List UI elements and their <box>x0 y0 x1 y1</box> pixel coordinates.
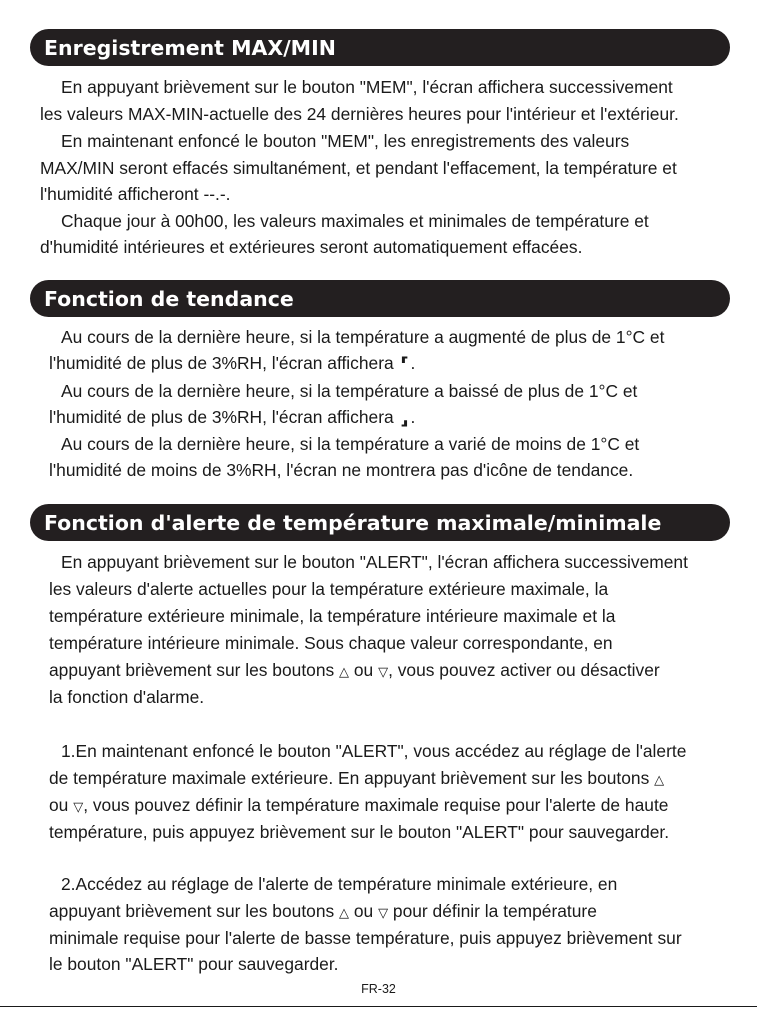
text-line: les valeurs d'alerte actuelles pour la température extérieure maximale, la <box>49 579 609 599</box>
falling-trend-icon: ⸥ <box>400 408 409 429</box>
section-title: Enregistrement MAX/MIN <box>44 35 336 60</box>
text-line: l'humidité de moins de 3%RH, l'écran ne montrera pas d'icône de tendance. <box>49 460 634 480</box>
text-line <box>49 765 664 791</box>
section-title: Fonction d'alerte de température maximale/minimale <box>44 510 662 535</box>
text-line <box>49 898 597 924</box>
text-line <box>49 404 415 430</box>
text-segment: l'humidité de plus de 3%RH, l'écran affichera <box>49 407 394 427</box>
text-line: minimale requise pour l'alerte de basse température, puis appuyez brièvement sur <box>49 928 682 948</box>
text-segment: , vous pouvez définir la température maximale requise pour l'alerte de haute <box>83 795 669 815</box>
text-line: la fonction d'alarme. <box>49 687 205 707</box>
text-segment: , vous pouvez activer ou désactiver <box>388 660 660 680</box>
text-line: MAX/MIN seront effacés simultanément, et pendant l'effacement, la température et <box>40 158 677 178</box>
up-triangle-icon: △ <box>339 906 350 921</box>
text-segment: de température maximale extérieure. En appuyant brièvement sur les boutons <box>49 768 650 788</box>
text-line: température extérieure minimale, la température intérieure maximale et la <box>49 606 616 626</box>
text-line: les valeurs MAX-MIN-actuelle des 24 dernières heures pour l'intérieur et l'extérieur. <box>40 104 679 124</box>
down-triangle-icon: ▽ <box>378 665 389 680</box>
up-triangle-icon: △ <box>339 665 350 680</box>
text-line: En maintenant enfoncé le bouton "MEM", les enregistrements des valeurs <box>61 131 630 151</box>
rising-trend-icon: ⸢ <box>400 354 409 375</box>
text-line: 1.En maintenant enfoncé le bouton "ALERT", vous accédez au réglage de l'alerte <box>61 741 687 761</box>
page-number: FR-32 <box>361 982 396 996</box>
text-segment: l'humidité de plus de 3%RH, l'écran affichera <box>49 353 394 373</box>
section-header-alert <box>30 504 730 541</box>
text-segment: pour définir la température <box>392 901 597 921</box>
text-segment: ou <box>353 901 374 921</box>
text-segment: appuyant brièvement sur les boutons <box>49 901 335 921</box>
text-line <box>49 792 668 818</box>
text-line: 2.Accédez au réglage de l'alerte de température minimale extérieure, en <box>61 874 618 894</box>
text-line <box>49 350 415 376</box>
section-header-max-min <box>30 29 730 66</box>
text-line: température intérieure minimale. Sous chaque valeur correspondante, en <box>49 633 613 653</box>
text-line: En appuyant brièvement sur le bouton "MEM", l'écran affichera successivement <box>61 77 673 97</box>
text-line: température, puis appuyez brièvement sur le bouton "ALERT" pour sauvegarder. <box>49 822 670 842</box>
text-line <box>49 657 660 683</box>
text-line: En appuyant brièvement sur le bouton "ALERT", l'écran affichera successivement <box>61 552 688 572</box>
text-line: le bouton "ALERT" pour sauvegarder. <box>49 954 339 974</box>
text-line: Chaque jour à 00h00, les valeurs maximales et minimales de température et <box>61 211 649 231</box>
text-line: Au cours de la dernière heure, si la température a varié de moins de 1°C et <box>61 434 640 454</box>
text-line: d'humidité intérieures et extérieures seront automatiquement effacées. <box>40 237 583 257</box>
text-line: Au cours de la dernière heure, si la température a baissé de plus de 1°C et <box>61 381 638 401</box>
down-triangle-icon: ▽ <box>378 906 389 921</box>
text-segment: appuyant brièvement sur les boutons <box>49 660 335 680</box>
up-triangle-icon: △ <box>654 773 665 788</box>
section-header-trend <box>30 280 730 317</box>
section-title: Fonction de tendance <box>44 286 294 311</box>
down-triangle-icon: ▽ <box>73 800 84 815</box>
text-line: l'humidité afficheront --.-. <box>40 184 231 204</box>
period: . <box>410 407 416 427</box>
text-line: Au cours de la dernière heure, si la température a augmenté de plus de 1°C et <box>61 327 665 347</box>
text-segment: ou <box>353 660 374 680</box>
period: . <box>410 353 416 373</box>
bottom-rule <box>0 1006 757 1007</box>
text-segment: ou <box>49 795 69 815</box>
